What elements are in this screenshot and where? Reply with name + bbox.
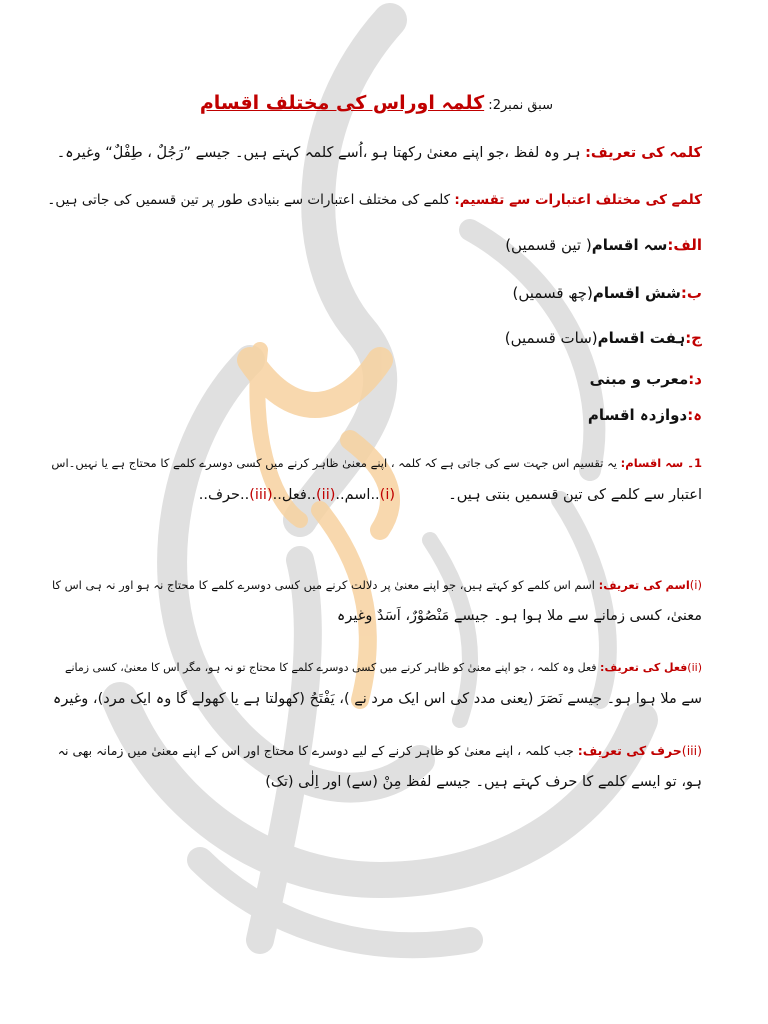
- category-item: [590, 368, 702, 390]
- category-note: (سات قسمیں): [504, 329, 598, 347]
- category-item: [513, 282, 703, 304]
- page-title: کلمہ اوراس کی مختلف اقسام: [199, 92, 485, 114]
- section1-line1: [51, 452, 702, 474]
- category-item: [505, 327, 702, 349]
- harf-text-line1: جب کلمہ ، اپنے معنیٰ کو ظاہر کرنے کے لیے دوسرے کا محتاج اور اس کے اپنے معنیٰ میں زمانہ بھی نہ: [57, 743, 574, 758]
- category-note: ( تین قسمیں): [505, 236, 592, 254]
- list-term: ..حرف..: [198, 487, 250, 503]
- harf-definition-line2: [265, 771, 702, 793]
- fil-definition-line1: [65, 657, 702, 679]
- title-line: [200, 92, 553, 117]
- list-term: ..فعل..: [272, 487, 316, 503]
- category-item: [505, 234, 702, 256]
- category-item: [588, 404, 702, 426]
- section1-heading: 1۔ سہ اقسام:: [620, 456, 702, 470]
- list-marker: (ii): [316, 487, 336, 503]
- ism-definition-line2: [337, 605, 702, 627]
- harf-text-line2: ہو، تو ایسے کلمے کا حرف کہتے ہیں۔ جیسے لفظ مِنْ (سے) اور اِلٰی (تک): [265, 774, 702, 790]
- fil-marker: (ii): [687, 661, 702, 674]
- section1-text-line1: یہ تقسیم اس جہت سے کی جاتی ہے کہ کلمہ ، اپنے معنیٰ ظاہر کرنے میں کسی دوسرے کلمے کا محتاج ہے یا نہیں۔اس: [51, 456, 618, 470]
- category-name: سہ اقسام: [591, 236, 668, 254]
- category-note: (چھ قسمیں): [512, 284, 593, 302]
- section1-line2: [199, 484, 702, 506]
- category-name: معرب و مبنی: [589, 370, 689, 388]
- harf-marker: (iii): [681, 743, 702, 758]
- ism-definition-line1: [52, 574, 702, 596]
- kalima-division: [47, 189, 702, 211]
- category-letter: ب:: [680, 284, 702, 302]
- category-letter: ج:: [685, 329, 702, 347]
- kalima-division-text: کلمے کی مختلف اعتبارات سے بنیادی طور پر تین قسمیں کی جاتی ہیں۔: [47, 192, 451, 208]
- category-letter: د:: [688, 370, 702, 388]
- ism-text-line1: اسم اس کلمے کو کہتے ہیں، جو اپنے معنیٰ پر دلالت کرنے میں کسی دوسرے کلمے کا محتاج نہ ہو اور نہ ہی اس کا: [52, 578, 595, 592]
- category-name: دوازدہ اقسام: [587, 406, 688, 424]
- kalima-division-heading: کلمے کی مختلف اعتبارات سے تقسیم:: [454, 192, 702, 208]
- fil-definition-line2: [53, 688, 702, 710]
- ism-heading: اسم کی تعریف:: [598, 578, 690, 592]
- fil-text-line1: فعل وہ کلمہ ، جو اپنے معنیٰ کو ظاہر کرنے میں کسی دوسرے کلمے کا محتاج تو نہ ہو، مگر اس کا معنیٰ، کسی زمانے: [65, 661, 597, 674]
- fil-heading: فعل کی تعریف:: [600, 661, 688, 674]
- category-letter: الف:: [667, 236, 702, 254]
- list-marker: (iii): [249, 487, 273, 503]
- kalima-definition-heading: کلمہ کی تعریف:: [585, 145, 702, 161]
- harf-definition-line1: [58, 740, 702, 762]
- ism-marker: (i): [689, 578, 702, 592]
- fil-text-line2: سے ملا ہوا ہو۔ جیسے نَصَرَ (یعنی مدد کی اس ایک مرد نے )، یَفْتَحُ (کھولتا ہے یا کھولے گا وہ ایک مرد)، وغیرہ: [52, 691, 702, 707]
- category-name: ہفت اقسام: [597, 329, 686, 347]
- section1-text-line2: اعتبار سے کلمے کی تین قسمیں بنتی ہیں۔: [448, 487, 702, 503]
- lesson-label: سبق نمبر2:: [488, 98, 553, 113]
- category-name: شش اقسام: [592, 284, 681, 302]
- harf-heading: حرف کی تعریف:: [577, 743, 682, 758]
- list-marker: (i): [379, 487, 396, 503]
- category-letter: ہ:: [687, 406, 702, 424]
- ism-text-line2: معنیٰ، کسی زمانے سے ملا ہوا ہو۔ جیسے مَنْصُوْرٌ، اَسَدٌ وغیرہ: [336, 608, 702, 624]
- kalima-definition: [57, 142, 702, 164]
- kalima-definition-text: ہر وہ لفظ ،جو اپنے معنیٰ رکھتا ہو ،اُسے کلمہ کہتے ہیں۔ جیسے ”رَجُلٌ ، طِفْلٌ“ وغیرہ۔: [56, 145, 581, 161]
- list-term: ..اسم..: [335, 487, 380, 503]
